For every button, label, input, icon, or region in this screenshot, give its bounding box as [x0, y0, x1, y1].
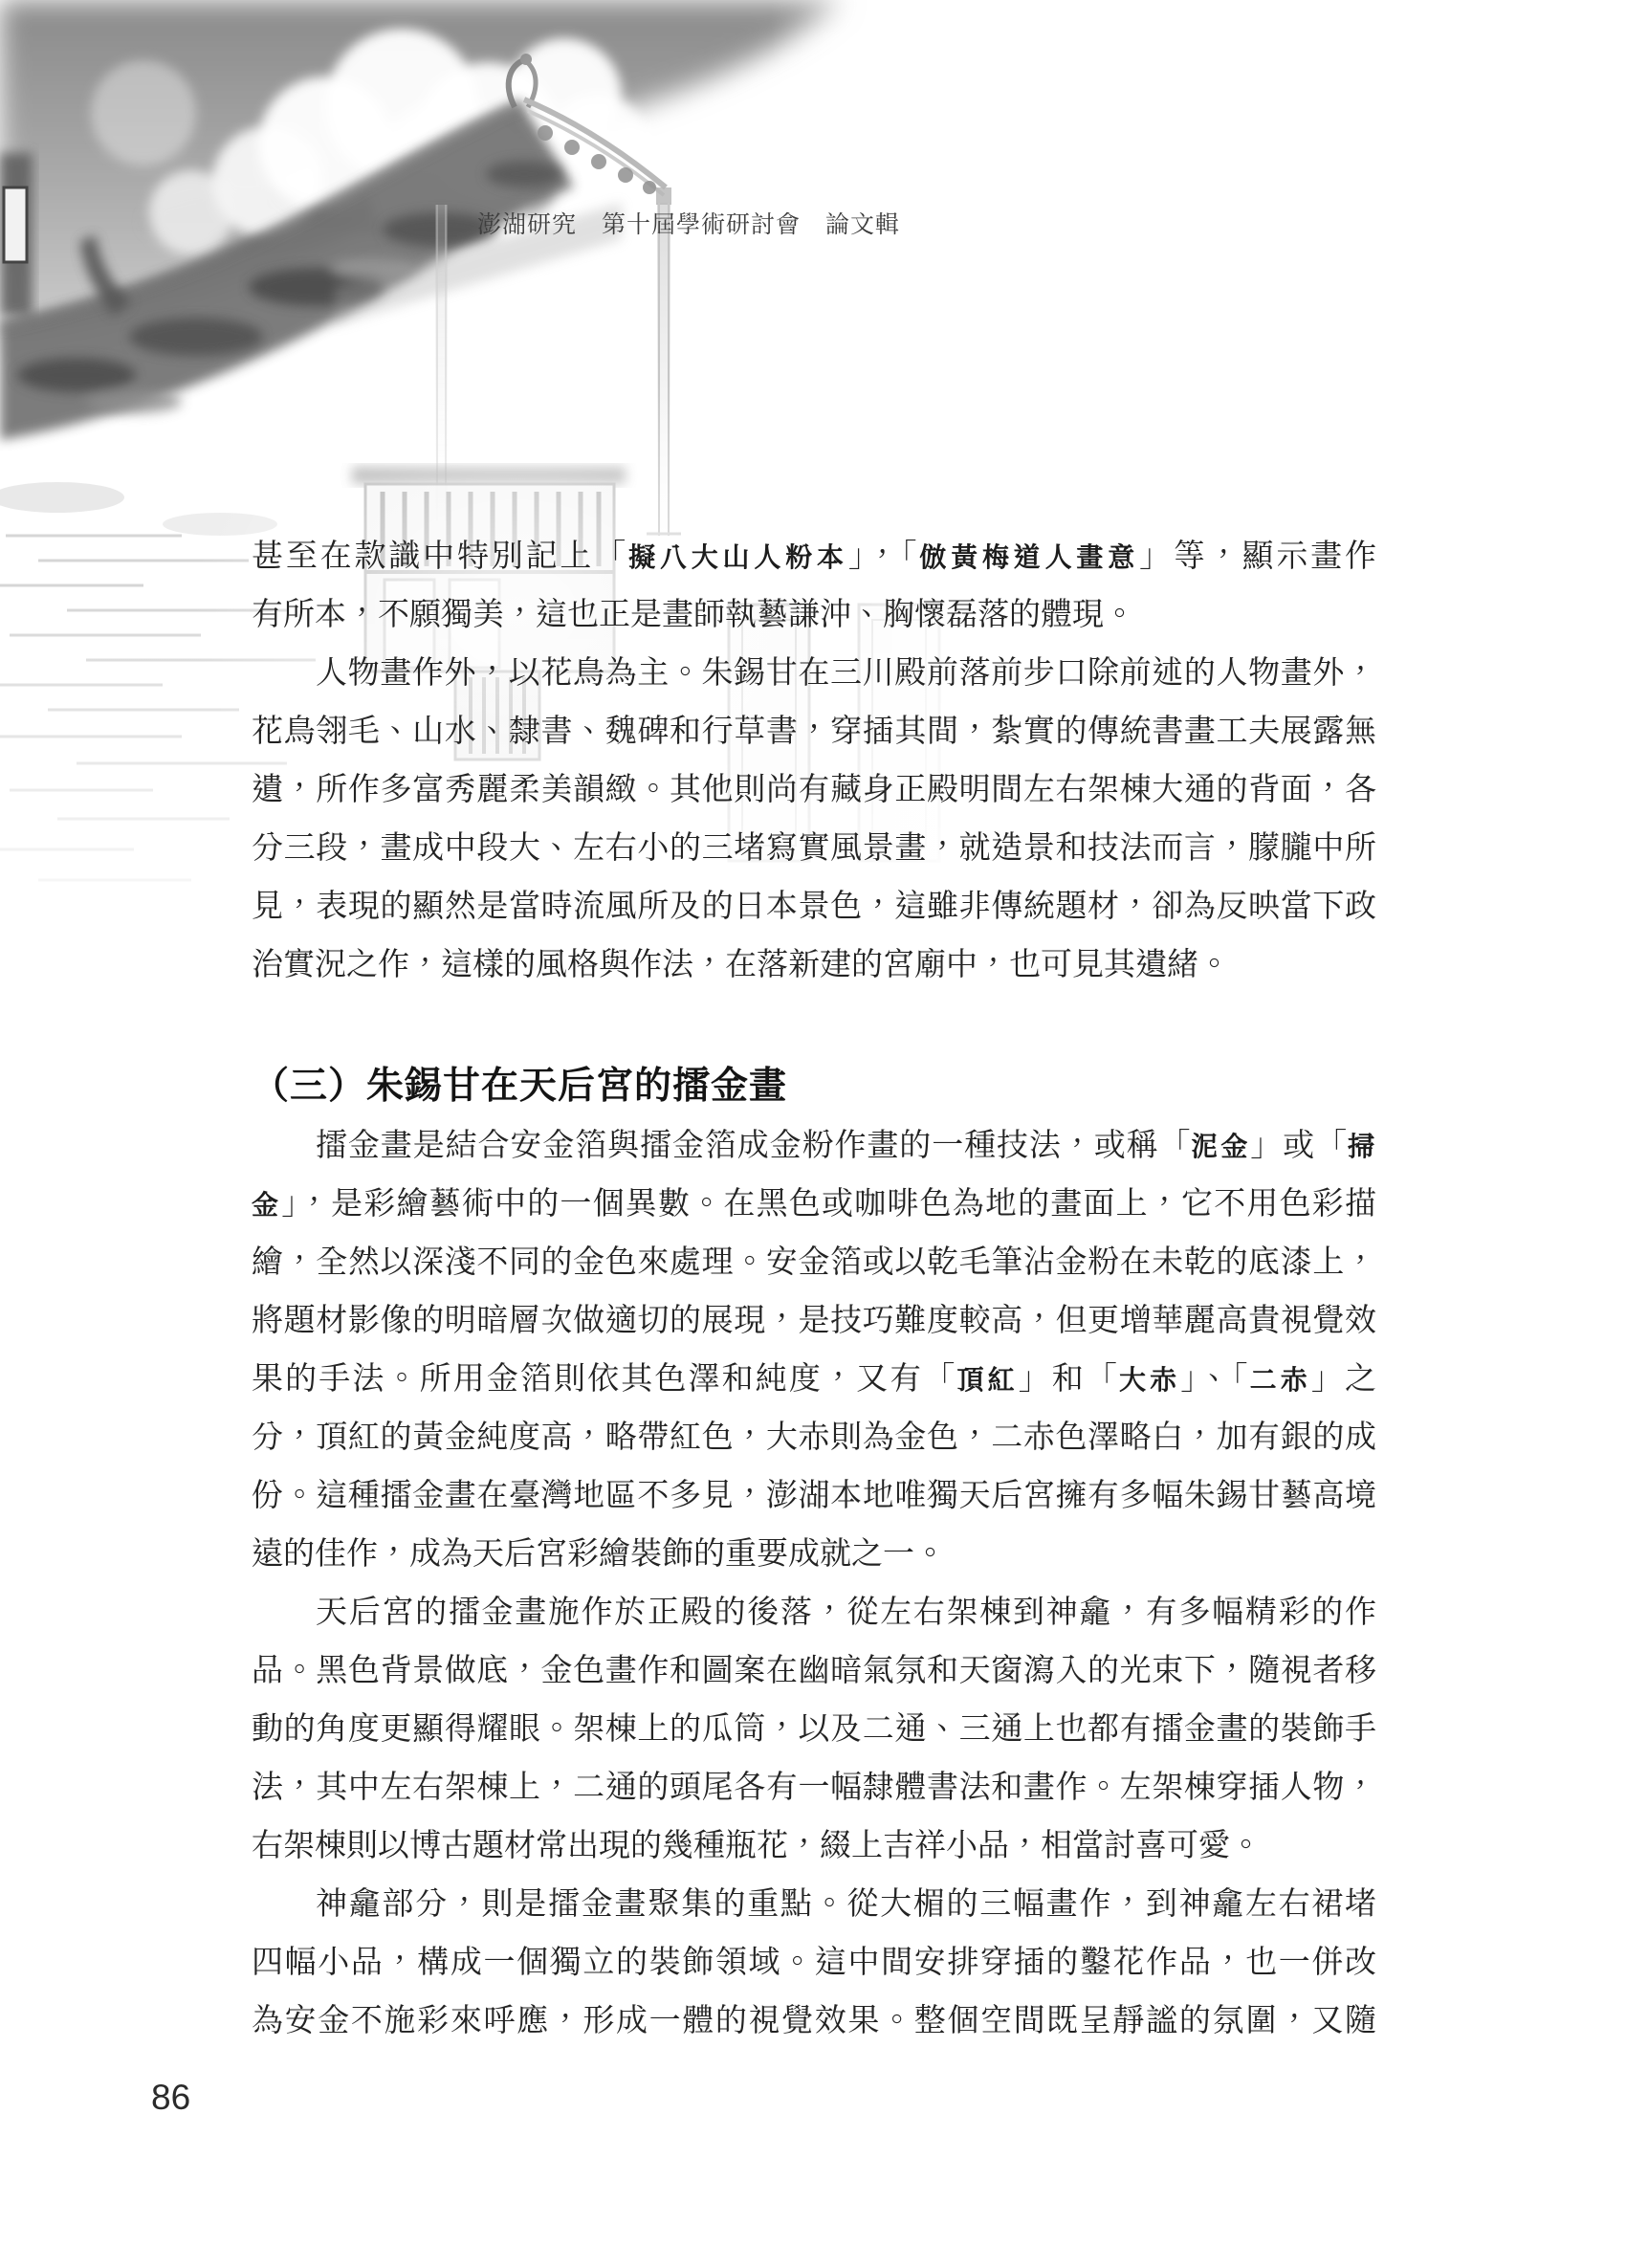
text-line — [252, 645, 1376, 703]
text-run: 動的角度更顯得耀眼。架棟上的瓜筒，以及二通、三通上也都有擂金畫的裝飾手 — [252, 1712, 1376, 1747]
text-run: 甚至在款識中特別記上「 — [252, 539, 629, 574]
text-run: 法，其中左右架棟上，二通的頭尾各有一幅隸體書法和畫作。左架棟穿插人物， — [252, 1771, 1376, 1805]
text-line — [252, 1409, 1376, 1467]
text-run: 治實況之作，這樣的風格與作法，在落新建的宮廟中，也可見其遺緒。 — [252, 948, 1230, 982]
quoted-term: 大赤 — [1119, 1365, 1181, 1395]
text-line — [252, 936, 1376, 995]
text-run: 繪，全然以深淺不同的金色來處理。安金箔或以乾毛筆沾金粉在未乾的底漆上， — [252, 1245, 1376, 1280]
text-run: 分三段，畫成中段大、左右小的三堵寫實風景畫，就造景和技法而言，朦朧中所 — [252, 831, 1376, 866]
quoted-term: 金 — [252, 1190, 282, 1220]
quoted-term: 頂紅 — [956, 1365, 1019, 1395]
text-run: 」或「 — [1250, 1129, 1348, 1163]
text-line — [252, 1584, 1376, 1642]
text-line — [252, 1351, 1376, 1409]
text-line — [252, 1234, 1376, 1292]
text-line — [252, 1759, 1376, 1817]
text-line — [252, 586, 1376, 645]
text-run: 」、「 — [1180, 1362, 1250, 1397]
text-run: 果的手法。所用金箔則依其色澤和純度，又有「 — [252, 1362, 957, 1397]
text-run: 」，「 — [847, 539, 920, 574]
text-run: 遺，所作多富秀麗柔美韻緻。其他則尚有藏身正殿明間左右架棟大通的背面，各 — [252, 773, 1376, 807]
text-line — [252, 1526, 1376, 1584]
text-line — [252, 820, 1376, 878]
quoted-term: 泥金 — [1191, 1132, 1251, 1161]
text-line — [252, 1934, 1376, 1993]
quoted-term: 二赤 — [1249, 1365, 1311, 1395]
text-run: 右架棟則以博古題材常出現的幾種瓶花，綴上吉祥小品，相當討喜可愛。 — [252, 1829, 1262, 1863]
page-number: 86 — [151, 2078, 191, 2117]
text-flow — [252, 528, 1376, 2051]
quoted-term: 掃 — [1347, 1132, 1376, 1161]
text-run: 四幅小品，構成一個獨立的裝飾領域。這中間安排穿插的鑿花作品，也一併改 — [252, 1946, 1376, 1980]
text-run: 份。這種擂金畫在臺灣地區不多見，澎湖本地唯獨天后宮擁有多幅朱錫甘藝高境 — [252, 1479, 1376, 1513]
text-run: 擂金畫是結合安金箔與擂金箔成金粉作畫的一種技法，或稱「 — [316, 1129, 1192, 1163]
text-run: 見，表現的顯然是當時流風所及的日本景色，這雖非傳統題材，卻為反映當下政 — [252, 890, 1376, 924]
text-line — [252, 1876, 1376, 1934]
text-run: 分，頂紅的黃金純度高，略帶紅色，大赤則為金色，二赤色澤略白，加有銀的成 — [252, 1420, 1376, 1455]
text-line — [252, 703, 1376, 761]
text-line — [252, 1117, 1376, 1176]
text-line — [252, 1701, 1376, 1759]
text-run: 」等，顯示畫作 — [1139, 539, 1376, 574]
text-run: 神龕部分，則是擂金畫聚集的重點。從大楣的三幅畫作，到神龕左右裙堵 — [316, 1887, 1376, 1922]
text-run: 天后宮的擂金畫施作於正殿的後落，從左右架棟到神龕，有多幅精彩的作 — [316, 1596, 1376, 1630]
text-run: 花鳥翎毛、山水、隸書、魏碑和行草書，穿插其間，紮實的傳統書畫工夫展露無 — [252, 715, 1376, 749]
text-line — [252, 1817, 1376, 1876]
text-run: 將題材影像的明暗層次做適切的展現，是技巧難度較高，但更增華麗高貴視覺效 — [252, 1304, 1376, 1338]
text-line — [252, 1642, 1376, 1701]
text-line — [252, 1176, 1376, 1234]
section-heading: （三）朱錫甘在天后宮的擂金畫 — [252, 1066, 788, 1107]
quoted-term: 倣黃梅道人畫意 — [919, 542, 1140, 572]
running-header-title: 澎湖研究 第十屆學術研討會 論文輯 — [477, 212, 901, 238]
text-line — [252, 878, 1376, 936]
text-run: 」，是彩繪藝術中的一個異數。在黑色或咖啡色為地的畫面上，它不用色彩描 — [281, 1187, 1376, 1222]
text-line — [252, 761, 1376, 820]
text-line — [252, 1467, 1376, 1526]
text-run: 人物畫作外，以花鳥為主。朱錫甘在三川殿前落前步口除前述的人物畫外， — [316, 656, 1376, 691]
left-wall-fragment — [0, 153, 33, 316]
text-run: 」和「 — [1018, 1362, 1120, 1397]
quoted-term: 擬八大山人粉本 — [628, 542, 848, 572]
text-line — [252, 1993, 1376, 2051]
text-line — [252, 528, 1376, 586]
text-run: 遠的佳作，成為天后宮彩繪裝飾的重要成就之一。 — [252, 1537, 946, 1572]
text-run: 為安金不施彩來呼應，形成一體的視覺效果。整個空間既呈靜謐的氛圍，又隨 — [252, 2004, 1376, 2038]
text-run: 有所本，不願獨美，這也正是畫師執藝謙沖、胸懷磊落的體現。 — [252, 598, 1135, 632]
text-run: 品。黑色背景做底，金色畫作和圖案在幽暗氣氛和天窗瀉入的光束下，隨視者移 — [252, 1654, 1376, 1688]
text-run: 」之 — [1310, 1362, 1376, 1397]
text-line — [252, 1292, 1376, 1351]
